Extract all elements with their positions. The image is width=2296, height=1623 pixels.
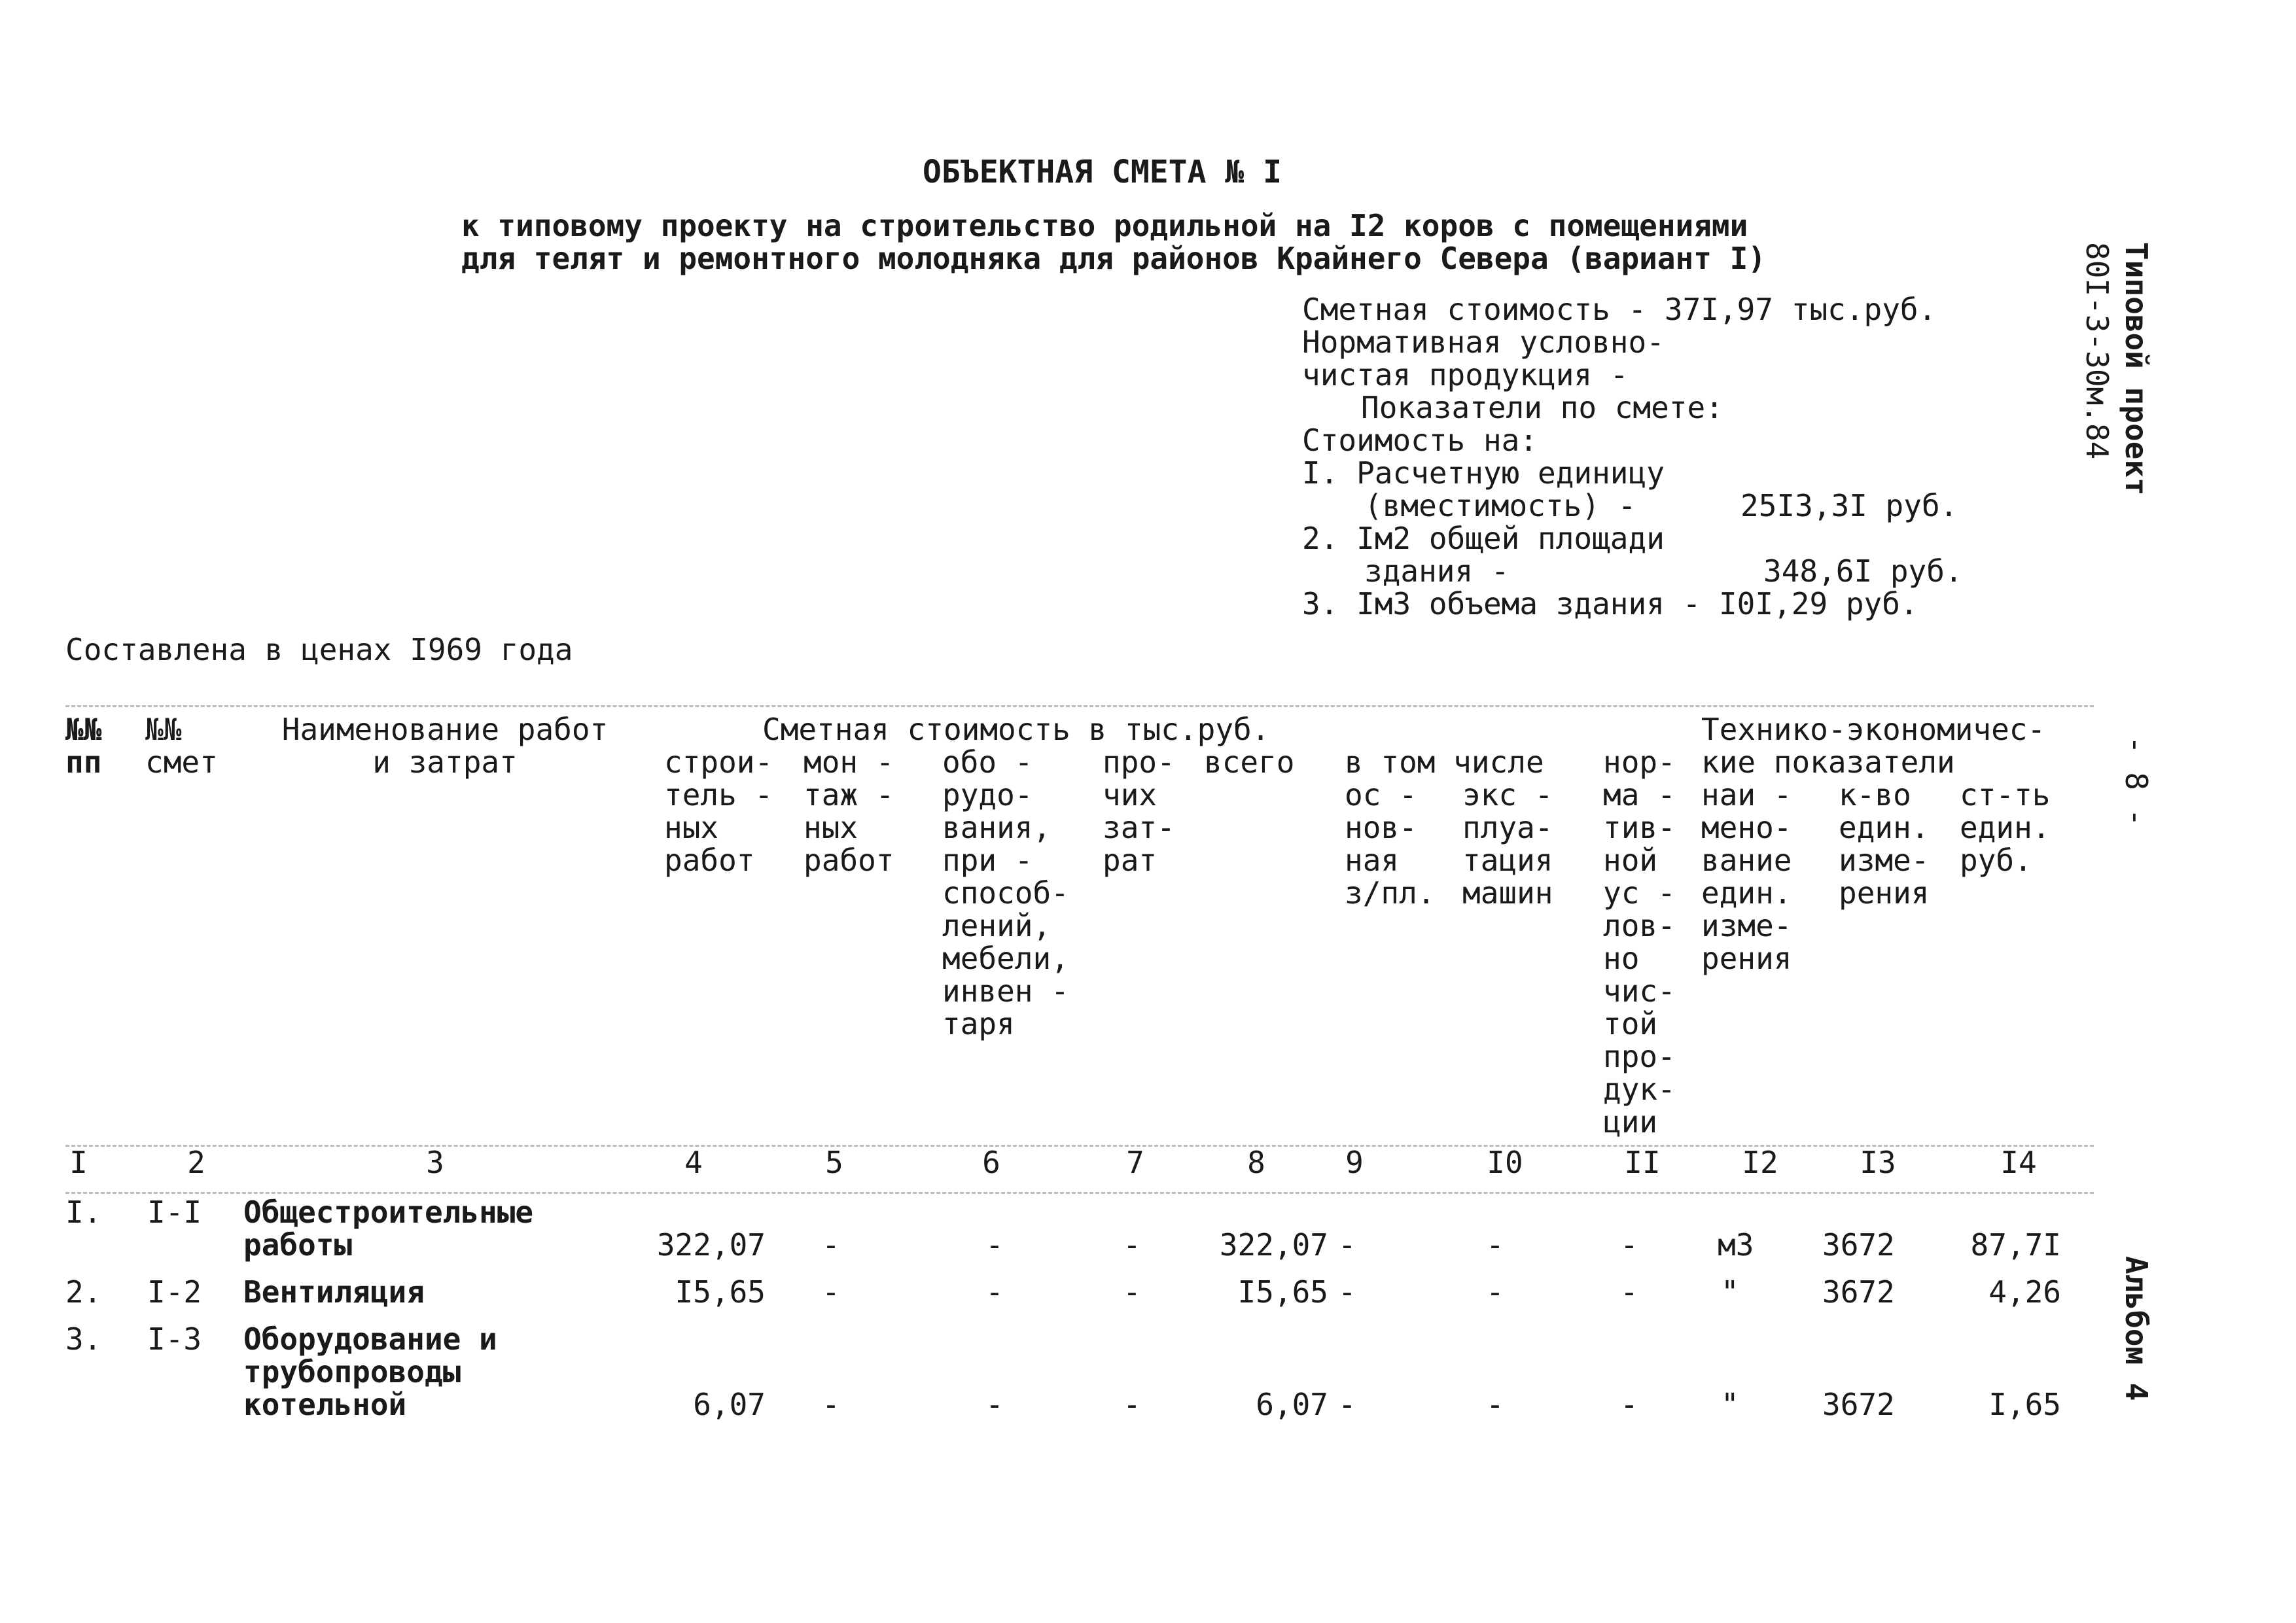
- column-number: 7: [1126, 1145, 1144, 1180]
- machine-operation: -: [1486, 1227, 1504, 1263]
- header-unit-cost: ст-ть един. руб.: [1960, 777, 2051, 878]
- unit-quantity: 3672: [1822, 1274, 1895, 1310]
- construction-cost: I5,65: [675, 1274, 766, 1310]
- row-number: I.: [65, 1195, 102, 1230]
- total-cost: I5,65: [1237, 1274, 1328, 1310]
- base-salary: -: [1338, 1274, 1356, 1310]
- work-name: Общестроительные работы: [243, 1195, 534, 1263]
- equipment-cost: -: [985, 1274, 1004, 1310]
- total-cost: 6,07: [1256, 1387, 1328, 1422]
- machine-operation: -: [1486, 1274, 1504, 1310]
- equipment-cost: -: [985, 1387, 1004, 1422]
- column-number: I: [69, 1145, 88, 1180]
- construction-cost: 6,07: [693, 1387, 766, 1422]
- unit-cost: I,65: [1988, 1387, 2061, 1422]
- indicators-heading: Показатели по смете:: [1361, 390, 1723, 425]
- normative-product-line-1: Нормативная условно-: [1302, 324, 1665, 360]
- unit-quantity: 3672: [1822, 1227, 1895, 1263]
- estimate-number: I-3: [147, 1321, 202, 1357]
- installation-cost: -: [822, 1274, 840, 1310]
- album-label: Альбом 4: [2119, 1256, 2154, 1401]
- construction-cost: 322,07: [656, 1227, 766, 1263]
- header-installation: мон - таж - ных работ: [804, 744, 894, 878]
- equipment-cost: -: [985, 1227, 1004, 1263]
- column-number: 8: [1247, 1145, 1265, 1180]
- row-number: 3.: [65, 1321, 102, 1357]
- total-cost: 322,07: [1219, 1227, 1328, 1263]
- column-number: 6: [982, 1145, 1000, 1180]
- installation-cost: -: [822, 1387, 840, 1422]
- indicator-2-value: 348,6I руб.: [1763, 553, 1963, 589]
- installation-cost: -: [822, 1227, 840, 1263]
- header-unit-quantity: к-во един. изме- рения: [1839, 777, 1930, 911]
- unit-cost: 87,7I: [1970, 1227, 2061, 1263]
- column-number: I4: [2000, 1145, 2037, 1180]
- side-project-code: 80I-3-30м.84: [2079, 242, 2115, 460]
- column-number: 4: [684, 1145, 703, 1180]
- prices-note: Составлена в ценах I969 года: [65, 632, 573, 667]
- unit-name: ": [1721, 1274, 1739, 1310]
- header-including-group: в том числе: [1345, 744, 1544, 780]
- normative-product-line-2: чистая продукция -: [1302, 357, 1629, 393]
- column-number: 9: [1345, 1145, 1364, 1180]
- estimate-number: I-2: [147, 1274, 202, 1310]
- row-number: 2.: [65, 1274, 102, 1310]
- header-cost-group: Сметная стоимость в тыс.руб.: [762, 712, 1270, 747]
- subtitle-line-2: для телят и ремонтного молодняка для районов Крайнего Севера (вариант I): [461, 241, 1766, 276]
- header-tech-econ-group: Технико-экономичес- кие показатели: [1701, 712, 2046, 780]
- unit-name: м3: [1718, 1227, 1754, 1263]
- machine-operation: -: [1486, 1387, 1504, 1422]
- other-cost: -: [1123, 1387, 1141, 1422]
- header-construction: строи- тель - ных работ: [664, 744, 773, 878]
- column-number: 5: [825, 1145, 843, 1180]
- header-base-salary: ос - нов- ная з/пл.: [1345, 777, 1436, 911]
- header-equipment: обо - рудо- вания, при - способ- лений, мебели, инвен - таря: [942, 744, 1069, 1041]
- work-name: Оборудование и трубопроводы котельной: [243, 1321, 497, 1422]
- normative-product: -: [1620, 1274, 1638, 1310]
- unit-name: ": [1721, 1387, 1739, 1422]
- document-title: ОБЪЕКТНАЯ СМЕТА № I: [923, 154, 1282, 190]
- normative-product: -: [1620, 1227, 1638, 1263]
- column-number: 3: [426, 1145, 444, 1180]
- indicator-2-label: 2. Iм2 общей площади: [1302, 521, 1665, 556]
- base-salary: -: [1338, 1387, 1356, 1422]
- unit-quantity: 3672: [1822, 1387, 1895, 1422]
- other-cost: -: [1123, 1274, 1141, 1310]
- header-row-number: №№ пп: [65, 712, 102, 780]
- normative-product: -: [1620, 1387, 1638, 1422]
- base-salary: -: [1338, 1227, 1356, 1263]
- header-estimate-number: №№ смет: [145, 712, 218, 780]
- subtitle-line-1: к типовому проекту на строительство родильной на I2 коров с помещениями: [461, 208, 1748, 243]
- header-other: про- чих зат- рат: [1103, 744, 1175, 878]
- header-total: всего: [1204, 744, 1295, 780]
- header-work-name: Наименование работ и затрат: [281, 712, 609, 780]
- unit-cost: 4,26: [1988, 1274, 2061, 1310]
- header-normative-product: нор- ма - тив- ной ус - лов- но чис- той про- дук- ции: [1603, 744, 1676, 1140]
- indicator-1-value: 25I3,3I руб.: [1740, 488, 1958, 523]
- indicator-2-sublabel: здания -: [1364, 553, 1510, 589]
- work-name: Вентиляция: [243, 1274, 425, 1310]
- indicator-3: 3. Iм3 объема здания - I0I,29 руб.: [1302, 586, 1918, 621]
- indicator-1-sublabel: (вместимость) -: [1364, 488, 1636, 523]
- column-number: I3: [1860, 1145, 1896, 1180]
- column-number: I0: [1487, 1145, 1523, 1180]
- estimate-number: I-I: [147, 1195, 202, 1230]
- indicator-1-label: I. Расчетную единицу: [1302, 455, 1665, 491]
- header-unit-name: наи - мено- вание един. изме- рения: [1701, 777, 1792, 976]
- page-number: - 8 -: [2119, 736, 2154, 827]
- header-machine-operation: экс - плуа- тация машин: [1462, 777, 1553, 911]
- column-number: 2: [187, 1145, 205, 1180]
- side-project-label: Типовой проект: [2119, 242, 2154, 496]
- other-cost: -: [1123, 1227, 1141, 1263]
- cost-on-label: Стоимость на:: [1302, 423, 1538, 458]
- estimated-cost: Сметная стоимость - 37I,97 тыс.руб.: [1302, 292, 1937, 327]
- column-number: II: [1624, 1145, 1661, 1180]
- column-number: I2: [1742, 1145, 1778, 1180]
